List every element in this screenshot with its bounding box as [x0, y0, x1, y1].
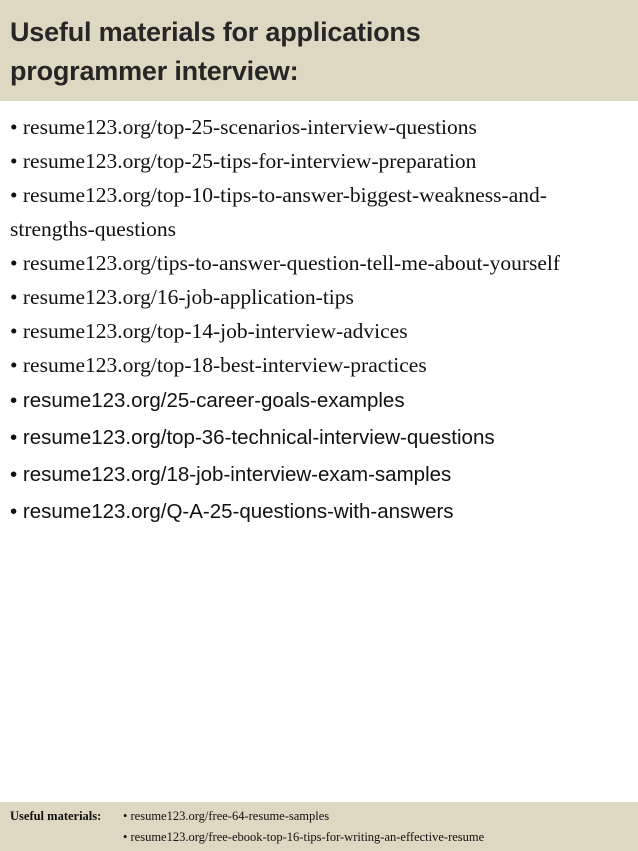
list-item[interactable]: • resume123.org/top-14-job-interview-advices [10, 319, 408, 343]
list-item[interactable]: • resume123.org/top-36-technical-interview-questions [10, 426, 495, 449]
footer-row [10, 806, 638, 827]
footer-link[interactable]: • resume123.org/free-ebook-top-16-tips-for-writing-an-effective-resume [123, 830, 485, 844]
footer-label: Useful materials: [10, 809, 102, 823]
page-title-line-2: programmer interview: [10, 56, 299, 86]
list-item[interactable]: • resume123.org/top-10-tips-to-answer-biggest-weakness-and-strengths-questions [10, 183, 547, 241]
footer-link[interactable]: • resume123.org/free-64-resume-samples [123, 809, 330, 823]
list-item[interactable]: • resume123.org/Q-A-25-questions-with-answers [10, 500, 454, 523]
footer-row [10, 827, 638, 848]
list-item[interactable]: • resume123.org/top-25-tips-for-interview-preparation [10, 149, 477, 173]
page-title-line-1: Useful materials for applications [10, 17, 421, 47]
list-item[interactable]: • resume123.org/25-career-goals-examples [10, 389, 405, 412]
footer-band [0, 802, 638, 851]
list-item[interactable]: • resume123.org/top-18-best-interview-practices [10, 353, 427, 377]
list-item[interactable]: • resume123.org/18-job-interview-exam-samples [10, 463, 452, 486]
materials-list [10, 110, 630, 530]
header-band [0, 0, 638, 101]
list-item[interactable]: • resume123.org/16-job-application-tips [10, 285, 354, 309]
page-title [10, 13, 628, 91]
list-item[interactable]: • resume123.org/tips-to-answer-question-tell-me-about-yourself [10, 251, 561, 275]
footer-label-spacer [10, 827, 123, 848]
list-item[interactable]: • resume123.org/top-25-scenarios-interview-questions [10, 115, 477, 139]
